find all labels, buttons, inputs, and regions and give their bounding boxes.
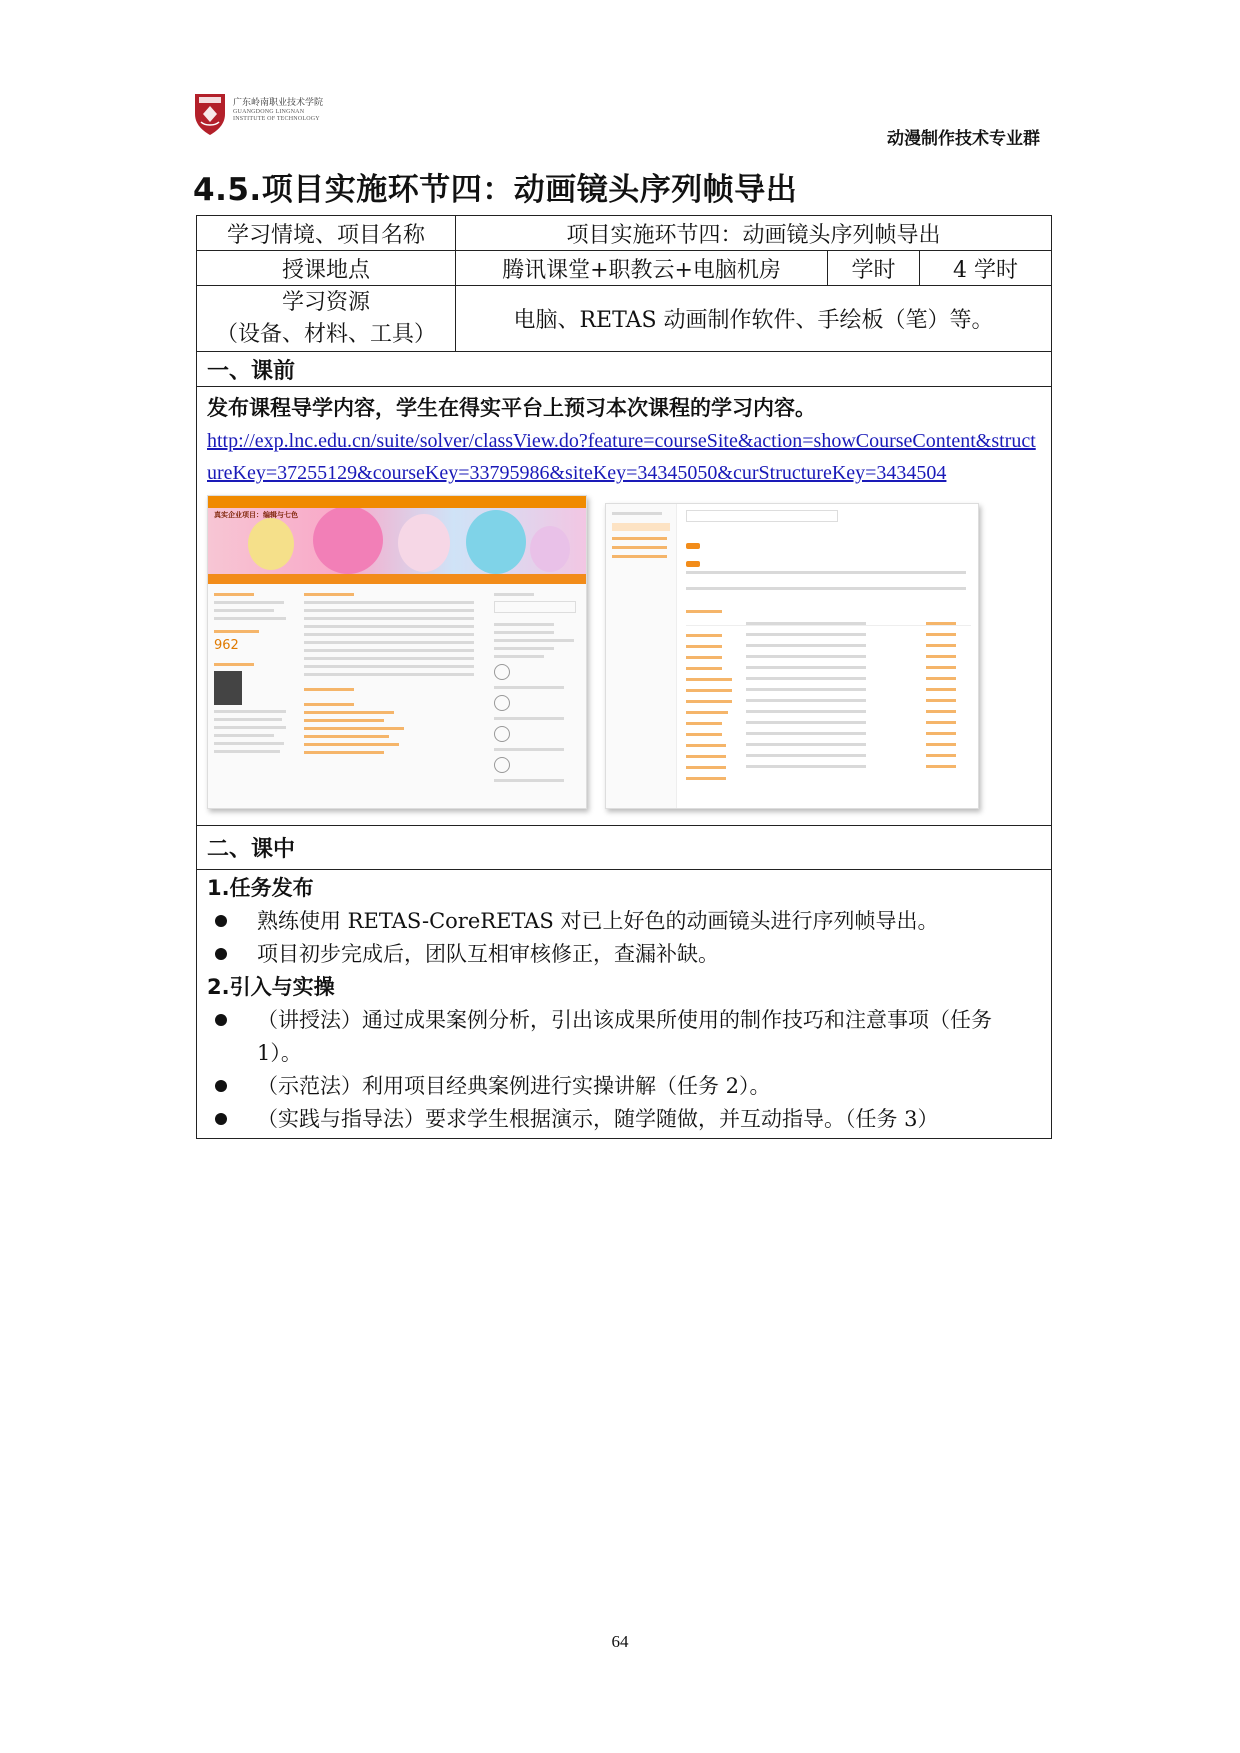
site-navbar xyxy=(208,574,586,584)
resource-actions xyxy=(926,614,962,776)
task-item-text: 熟练使用 RETAS-CoreRETAS 对已上好色的动画镜头进行序列帧导出。 xyxy=(257,909,939,933)
resources-label-line2: （设备、材料、工具） xyxy=(215,321,436,347)
task-item xyxy=(207,938,1041,971)
school-name-en-line1: GUANGDONG LINGNAN xyxy=(233,109,305,115)
bullet-icon xyxy=(215,948,227,960)
site-middle-column xyxy=(304,588,484,759)
location-value: 腾讯课堂+职教云+电脑机房 xyxy=(456,251,828,286)
banner-title: 真实企业项目：编辑与七色 xyxy=(214,511,298,519)
situation-label: 学习情境、项目名称 xyxy=(197,216,456,251)
in-class-content xyxy=(197,870,1052,1139)
task-item-text: 项目初步完成后，团队互相审核修正，查漏补缺。 xyxy=(257,942,719,966)
school-name xyxy=(233,98,323,123)
site-top-bar xyxy=(208,496,586,508)
bullet-icon xyxy=(215,915,227,927)
resources-label-line1: 学习资源 xyxy=(281,289,370,315)
task-item xyxy=(207,905,1041,938)
platform-screenshots xyxy=(207,495,1041,815)
course-site-screenshot xyxy=(207,495,587,809)
before-class-content xyxy=(197,387,1052,826)
resource-meta-columns xyxy=(746,614,866,776)
school-logo xyxy=(193,92,323,138)
school-shield-icon xyxy=(193,92,227,136)
site-right-column xyxy=(494,588,580,787)
hours-label: 学时 xyxy=(828,251,920,286)
practice-item-text: （实践与指导法）要求学生根据演示，随学随做，并互动指导。（任务 3） xyxy=(257,1107,939,1131)
before-class-heading: 一、课前 xyxy=(197,352,1052,387)
resources-value: 电脑、RETAS 动画制作软件、手绘板（笔）等。 xyxy=(456,286,1052,352)
before-class-intro: 发布课程导学内容，学生在得实平台上预习本次课程的学习内容。 xyxy=(207,396,816,420)
in-class-heading: 二、课中 xyxy=(197,826,1052,870)
hours-value: 4 学时 xyxy=(920,251,1052,286)
task-heading: 1.任务发布 xyxy=(207,876,314,900)
bullet-icon xyxy=(215,1080,227,1092)
location-label: 授课地点 xyxy=(197,251,456,286)
visit-counter: 962 xyxy=(214,638,239,653)
page-number: 64 xyxy=(611,1632,629,1651)
practice-item-text: （示范法）利用项目经典案例进行实操讲解（任务 2）。 xyxy=(257,1074,771,1098)
situation-value: 项目实施环节四：动画镜头序列帧导出 xyxy=(456,216,1052,251)
practice-item-text: （讲授法）通过成果案例分析，引出该成果所使用的制作技巧和注意事项（任务 1）。 xyxy=(257,1008,992,1065)
resource-list-screenshot xyxy=(605,503,979,809)
practice-heading: 2.引入与实操 xyxy=(207,975,335,999)
practice-item xyxy=(207,1103,1041,1136)
practice-item xyxy=(207,1070,1041,1103)
lesson-plan-table xyxy=(196,215,1052,1139)
bullet-icon xyxy=(215,1113,227,1125)
section-title: 4.5.项目实施环节四：动画镜头序列帧导出 xyxy=(193,172,798,208)
resource-sidebar xyxy=(606,504,677,808)
school-name-en-line2: INSTITUTE OF TECHNOLOGY xyxy=(233,116,320,122)
site-left-column xyxy=(214,588,294,758)
course-link[interactable]: http://exp.lnc.edu.cn/suite/solver/classView.do?feature=courseSite&action=showCourseContent&structureKey=37255129&courseKey=33795986&siteKey=34345050&curStructureKey=3434504 xyxy=(207,430,1036,484)
practice-item xyxy=(207,1004,1041,1070)
school-name-cn: 广东岭南职业技术学院 xyxy=(233,98,324,108)
professional-group-label: 动漫制作技术专业群 xyxy=(887,129,1040,149)
bullet-icon xyxy=(215,1014,227,1026)
resources-label xyxy=(197,286,456,352)
